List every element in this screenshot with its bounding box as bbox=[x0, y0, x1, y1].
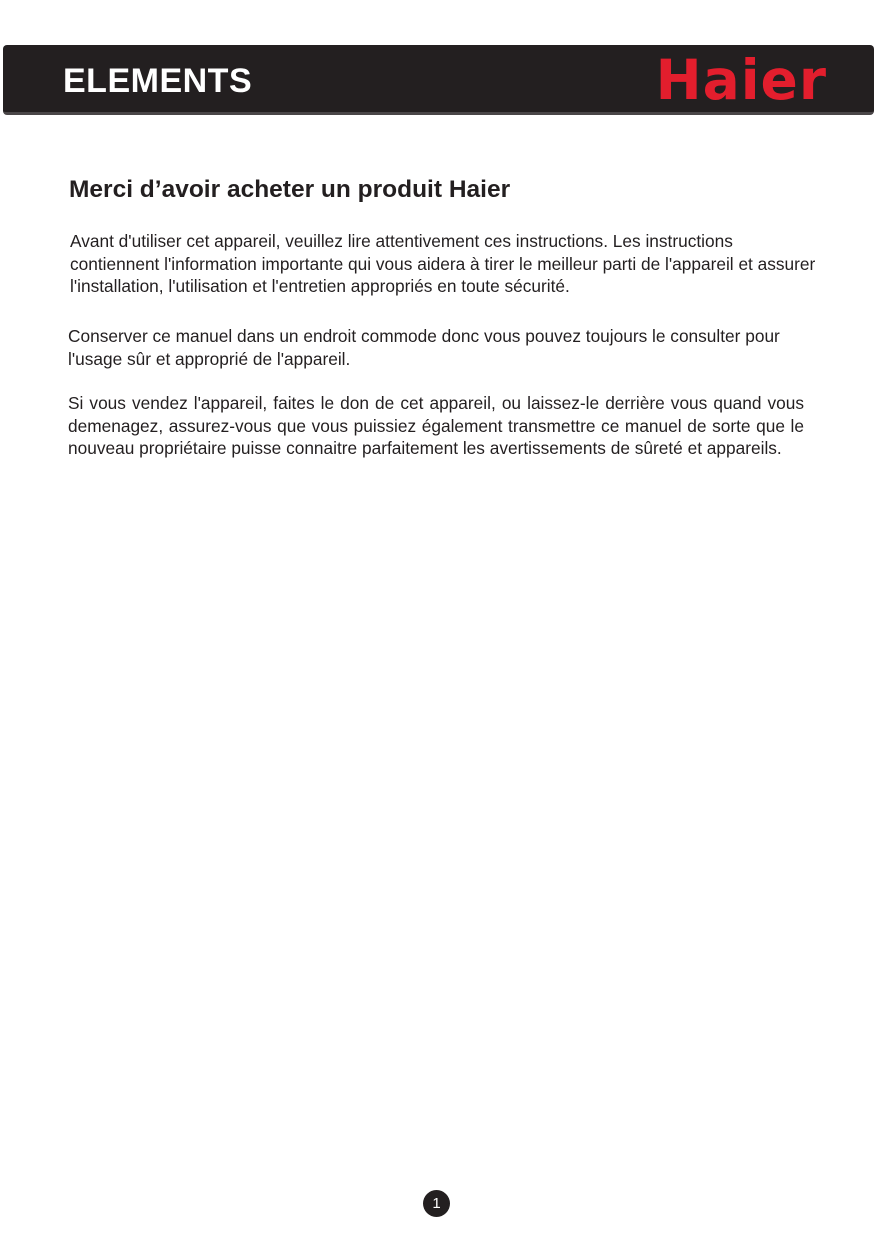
transfer-manual-paragraph: Si vous vendez l'appareil, faites le don de cet appareil, ou laissez-le derrière vous quand vous demenagez, assurez-vous que vous puissiez également transmettre ce manuel de sorte que le nouveau propriétaire puisse connaitre parfaitement les avertissements de sûreté et appareils. bbox=[68, 393, 804, 458]
keep-manual-paragraph: Conserver ce manuel dans un endroit commode donc vous pouvez toujours le consulter pour l'usage sûr et approprié de l'appareil. bbox=[68, 326, 780, 369]
intro-paragraph: Avant d'utiliser cet appareil, veuillez lire attentivement ces instructions. Les instructions contiennent l'information importante qui vous aidera à tirer le meilleur parti de l'appareil et assurer l'installation, l'utilisation et l'entretien appropriés en toute sécurité. bbox=[70, 231, 816, 296]
section-title: ELEMENTS bbox=[63, 62, 253, 100]
page-heading: Merci d’avoir acheter un produit Haier bbox=[69, 176, 511, 203]
brand-logo: Haier bbox=[655, 48, 827, 112]
page-number-badge: 1 bbox=[423, 1190, 450, 1217]
